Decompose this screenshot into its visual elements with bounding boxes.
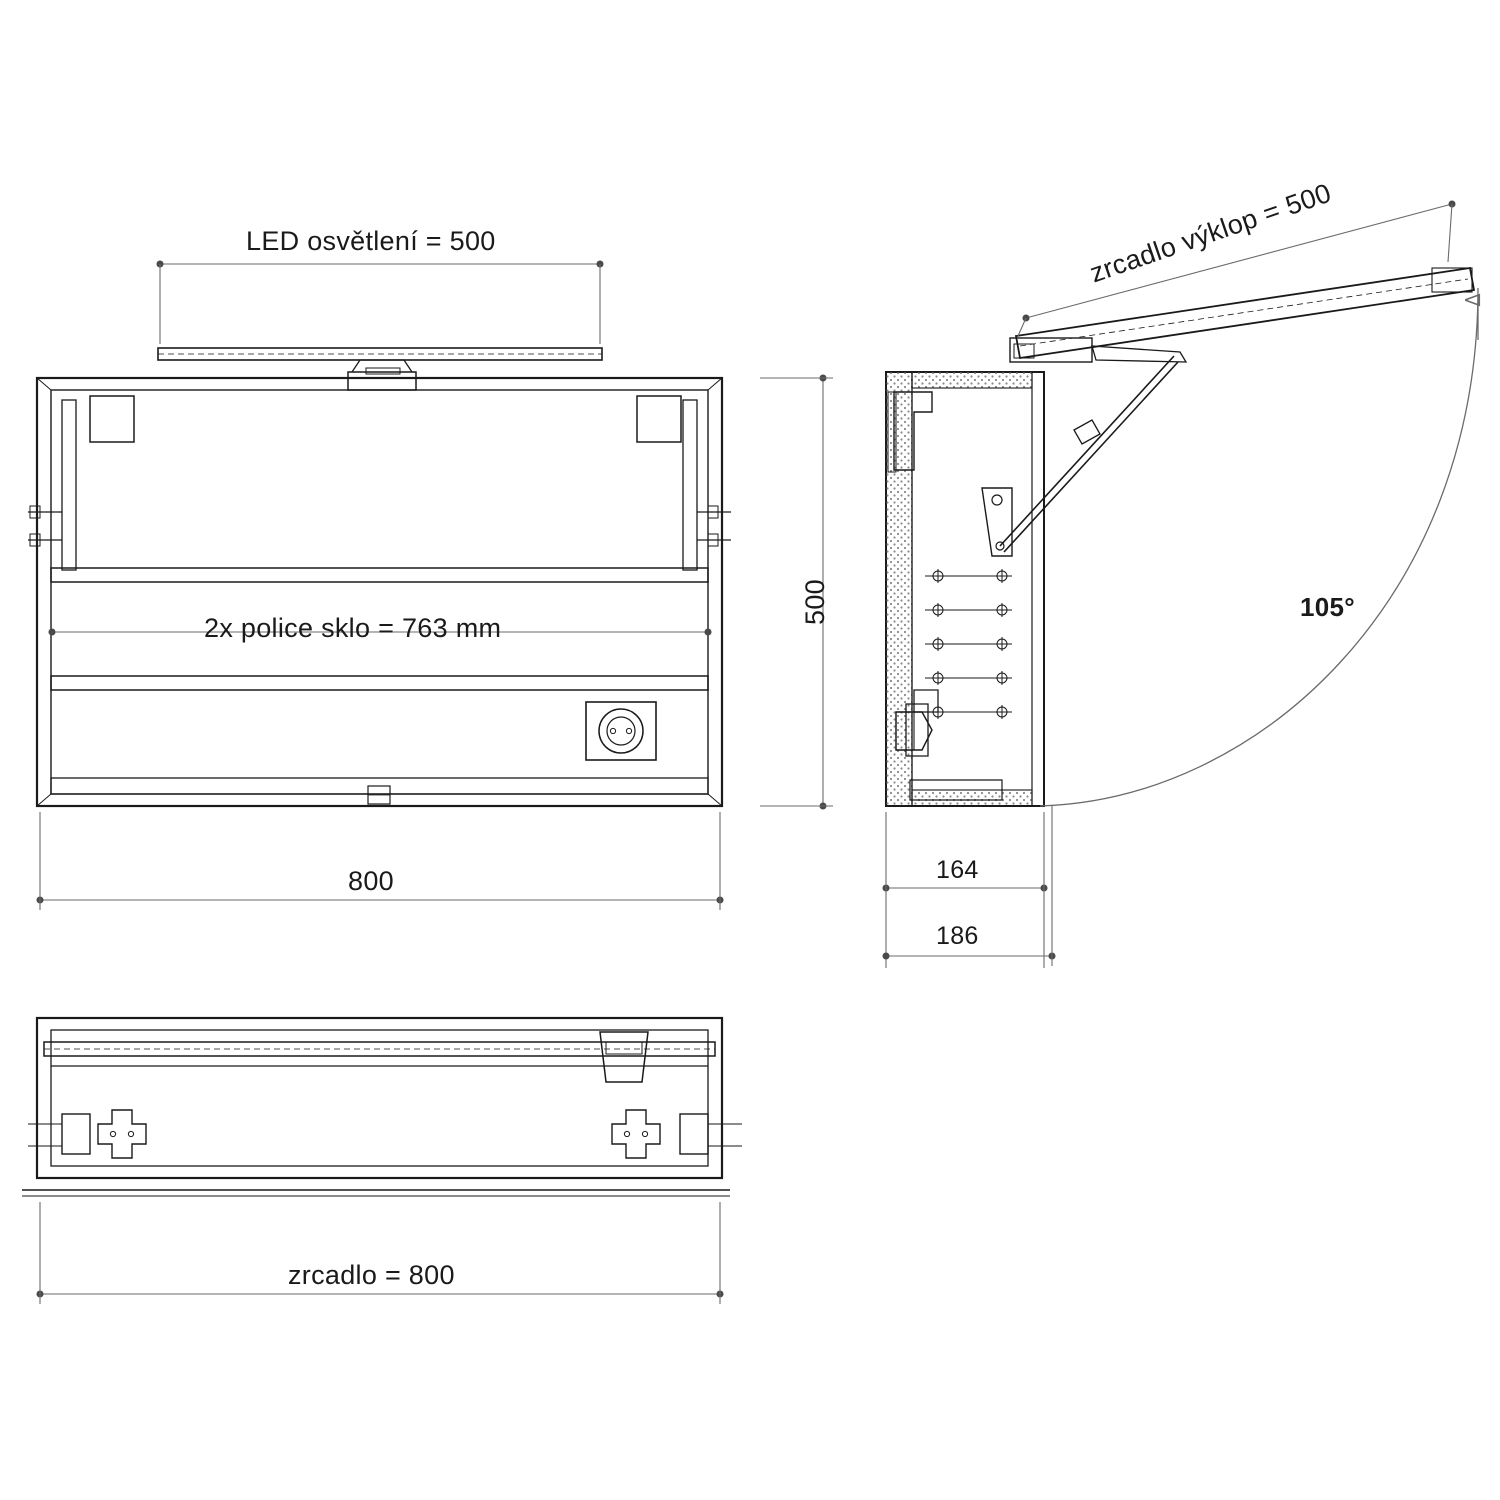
top-view-geometry [22,1018,742,1196]
opening-angle-label: 105° [1300,592,1355,622]
mirror-width-label: zrcadlo = 800 [288,1260,455,1290]
side-view-dimension-lines [886,204,1452,968]
cabinet-height-label: 500 [800,579,830,625]
front-view-geometry [28,348,731,806]
side-view-geometry [886,268,1478,806]
led-length-label: LED osvětlení = 500 [246,226,496,256]
shelf-length-label: 2x police sklo = 763 mm [204,613,502,643]
outer-depth-label: 186 [936,922,979,950]
inner-depth-label: 164 [936,856,979,884]
front-view-dimension-lines [40,264,833,910]
mirror-flap-label: zrcadlo výklop = 500 [1086,177,1335,289]
cabinet-width-label: 800 [348,866,394,896]
